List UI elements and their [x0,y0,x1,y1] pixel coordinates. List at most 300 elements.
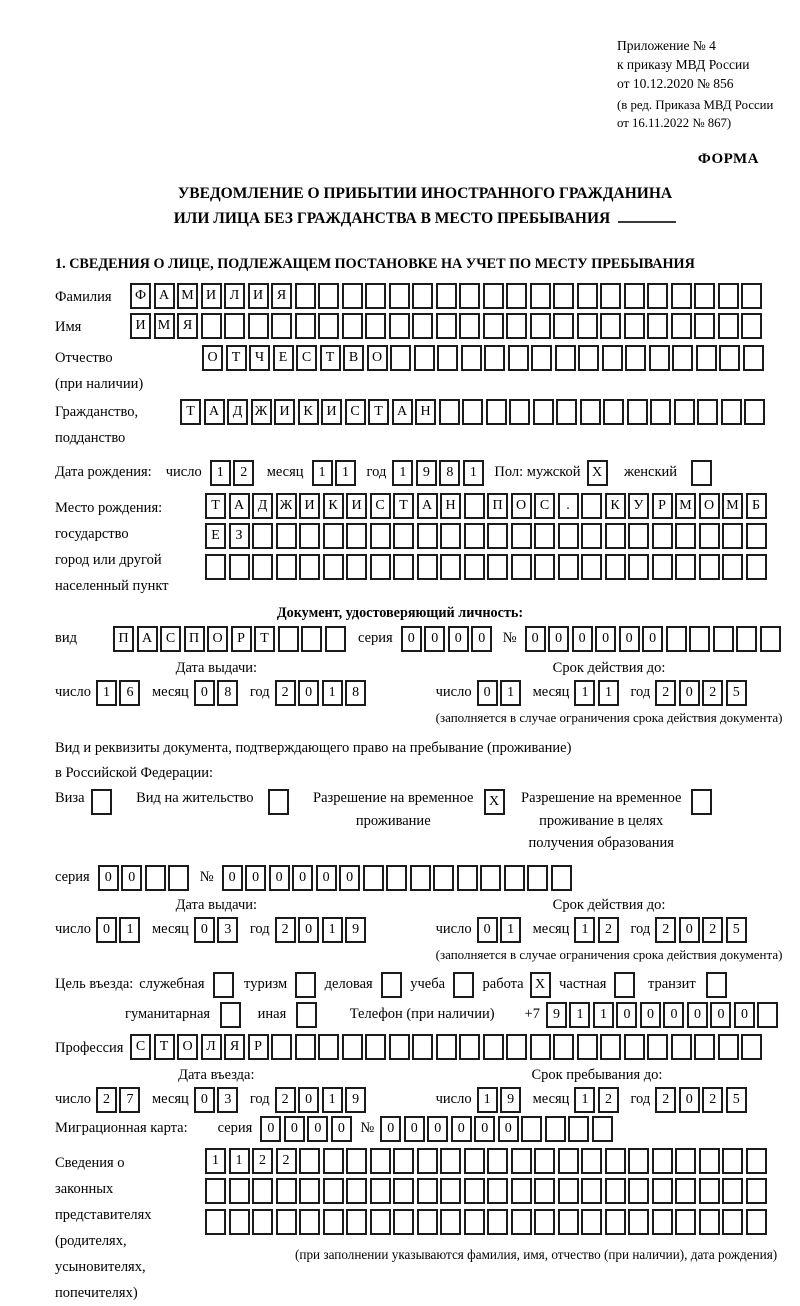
form-cell[interactable] [486,399,507,425]
form-cell[interactable] [511,1178,532,1204]
form-cell[interactable]: 1 [210,460,231,486]
form-cell[interactable] [459,1034,480,1060]
form-cell[interactable]: 0 [471,626,492,652]
form-cell[interactable] [577,313,598,339]
form-cell[interactable]: 0 [642,626,663,652]
form-cell[interactable]: 2 [655,1087,676,1113]
form-cell[interactable] [652,523,673,549]
form-cell[interactable] [457,865,478,891]
form-cell[interactable]: С [160,626,181,652]
form-cell[interactable] [760,626,781,652]
form-cell[interactable] [483,283,504,309]
form-cell[interactable]: 0 [679,1087,700,1113]
form-cell[interactable] [462,399,483,425]
form-cell[interactable] [417,554,438,580]
form-cell[interactable] [534,1209,555,1235]
form-cell[interactable]: 0 [474,1116,495,1142]
form-cell[interactable]: 0 [640,1002,661,1028]
form-cell[interactable] [691,789,712,815]
form-cell[interactable]: К [323,493,344,519]
form-cell[interactable] [530,1034,551,1060]
form-cell[interactable]: С [130,1034,151,1060]
form-cell[interactable] [365,1034,386,1060]
form-cell[interactable] [624,313,645,339]
form-cell[interactable] [299,1209,320,1235]
form-cell[interactable]: 1 [322,917,343,943]
form-cell[interactable]: 0 [284,1116,305,1142]
form-cell[interactable] [694,313,715,339]
form-cell[interactable] [530,313,551,339]
form-cell[interactable] [229,1209,250,1235]
form-cell[interactable] [389,313,410,339]
form-cell[interactable]: X [530,972,551,998]
form-cell[interactable] [342,283,363,309]
form-cell[interactable] [299,1148,320,1174]
form-cell[interactable] [201,313,222,339]
form-cell[interactable]: С [345,399,366,425]
form-cell[interactable] [650,399,671,425]
form-cell[interactable]: 2 [702,1087,723,1113]
form-cell[interactable]: 0 [380,1116,401,1142]
form-cell[interactable] [480,865,501,891]
form-cell[interactable] [346,1209,367,1235]
form-cell[interactable] [511,1148,532,1174]
form-cell[interactable]: 0 [477,917,498,943]
form-cell[interactable]: А [417,493,438,519]
form-cell[interactable]: Л [201,1034,222,1060]
form-cell[interactable] [605,1209,626,1235]
form-cell[interactable] [389,1034,410,1060]
form-cell[interactable] [666,626,687,652]
form-cell[interactable] [558,1209,579,1235]
form-cell[interactable] [464,523,485,549]
form-cell[interactable] [602,345,623,371]
form-cell[interactable]: 1 [229,1148,250,1174]
form-cell[interactable]: Т [368,399,389,425]
form-cell[interactable]: 1 [569,1002,590,1028]
form-cell[interactable]: В [343,345,364,371]
form-cell[interactable] [581,493,602,519]
form-cell[interactable] [718,313,739,339]
form-cell[interactable]: 0 [401,626,422,652]
form-cell[interactable]: Р [248,1034,269,1060]
form-cell[interactable] [278,626,299,652]
form-cell[interactable] [746,1148,767,1174]
form-cell[interactable]: 0 [96,917,117,943]
form-cell[interactable]: 3 [217,917,238,943]
form-cell[interactable] [649,345,670,371]
form-cell[interactable] [534,554,555,580]
form-cell[interactable] [746,1209,767,1235]
form-cell[interactable] [699,1148,720,1174]
form-cell[interactable]: И [274,399,295,425]
form-cell[interactable]: А [137,626,158,652]
form-cell[interactable] [511,554,532,580]
form-cell[interactable] [483,313,504,339]
form-cell[interactable] [346,523,367,549]
form-cell[interactable] [252,523,273,549]
form-cell[interactable]: М [154,313,175,339]
form-cell[interactable] [464,1178,485,1204]
form-cell[interactable] [672,345,693,371]
form-cell[interactable]: П [113,626,134,652]
form-cell[interactable] [713,626,734,652]
form-cell[interactable] [323,1178,344,1204]
form-cell[interactable]: 0 [298,917,319,943]
form-cell[interactable] [534,523,555,549]
form-cell[interactable]: З [229,523,250,549]
form-cell[interactable]: О [177,1034,198,1060]
form-cell[interactable] [694,283,715,309]
form-cell[interactable] [531,345,552,371]
form-cell[interactable]: 5 [726,680,747,706]
form-cell[interactable] [295,972,316,998]
form-cell[interactable] [389,283,410,309]
form-cell[interactable]: И [346,493,367,519]
form-cell[interactable] [220,1002,241,1028]
form-cell[interactable]: 5 [726,917,747,943]
form-cell[interactable] [627,399,648,425]
form-cell[interactable] [295,313,316,339]
form-cell[interactable] [675,1209,696,1235]
form-cell[interactable]: X [484,789,505,815]
form-cell[interactable]: 2 [233,460,254,486]
form-cell[interactable] [393,1178,414,1204]
form-cell[interactable] [145,865,166,891]
form-cell[interactable] [736,626,757,652]
form-cell[interactable] [276,1209,297,1235]
form-cell[interactable] [581,1178,602,1204]
form-cell[interactable]: 0 [307,1116,328,1142]
form-cell[interactable] [410,865,431,891]
form-cell[interactable] [346,1178,367,1204]
form-cell[interactable] [323,1209,344,1235]
form-cell[interactable] [417,1148,438,1174]
form-cell[interactable] [605,1148,626,1174]
form-cell[interactable] [671,1034,692,1060]
form-cell[interactable] [718,283,739,309]
form-cell[interactable] [545,1116,566,1142]
form-cell[interactable] [509,399,530,425]
form-cell[interactable] [577,283,598,309]
form-cell[interactable] [675,1178,696,1204]
form-cell[interactable]: Я [224,1034,245,1060]
form-cell[interactable] [464,554,485,580]
form-cell[interactable] [553,283,574,309]
form-cell[interactable]: Ф [130,283,151,309]
form-cell[interactable]: М [675,493,696,519]
form-cell[interactable]: У [628,493,649,519]
form-cell[interactable]: 9 [345,917,366,943]
form-cell[interactable]: Ч [249,345,270,371]
form-cell[interactable]: Е [205,523,226,549]
form-cell[interactable] [370,523,391,549]
form-cell[interactable] [414,345,435,371]
form-cell[interactable]: 2 [96,1087,117,1113]
form-cell[interactable] [440,1178,461,1204]
form-cell[interactable] [744,399,765,425]
form-cell[interactable] [694,1034,715,1060]
form-cell[interactable] [568,1116,589,1142]
form-cell[interactable] [614,972,635,998]
form-cell[interactable] [603,399,624,425]
form-cell[interactable] [91,789,112,815]
form-cell[interactable] [295,283,316,309]
form-cell[interactable] [487,1178,508,1204]
form-cell[interactable] [628,523,649,549]
form-cell[interactable] [436,283,457,309]
form-cell[interactable] [370,1178,391,1204]
form-cell[interactable] [558,523,579,549]
form-cell[interactable] [628,1209,649,1235]
form-cell[interactable] [417,523,438,549]
form-cell[interactable] [671,313,692,339]
form-cell[interactable]: Р [652,493,673,519]
form-cell[interactable] [271,1034,292,1060]
form-cell[interactable] [363,865,384,891]
form-cell[interactable]: 2 [275,917,296,943]
form-cell[interactable] [551,865,572,891]
form-cell[interactable] [464,1148,485,1174]
form-cell[interactable] [511,1209,532,1235]
form-cell[interactable] [318,1034,339,1060]
form-cell[interactable] [581,523,602,549]
form-cell[interactable] [652,1178,673,1204]
form-cell[interactable] [697,399,718,425]
form-cell[interactable] [205,1209,226,1235]
form-cell[interactable] [580,399,601,425]
form-cell[interactable] [299,554,320,580]
form-cell[interactable] [696,345,717,371]
form-cell[interactable] [581,1148,602,1174]
form-cell[interactable]: 0 [298,1087,319,1113]
form-cell[interactable]: 1 [598,680,619,706]
form-cell[interactable] [556,399,577,425]
form-cell[interactable]: Т [226,345,247,371]
form-cell[interactable] [628,554,649,580]
form-cell[interactable]: 0 [316,865,337,891]
form-cell[interactable]: 0 [194,1087,215,1113]
form-cell[interactable] [647,313,668,339]
form-cell[interactable]: 0 [121,865,142,891]
form-cell[interactable] [464,493,485,519]
form-cell[interactable] [252,1209,273,1235]
form-cell[interactable]: 1 [119,917,140,943]
form-cell[interactable] [521,1116,542,1142]
form-cell[interactable] [295,1034,316,1060]
form-cell[interactable] [746,523,767,549]
form-cell[interactable] [393,1148,414,1174]
form-cell[interactable]: 0 [269,865,290,891]
form-cell[interactable]: Т [254,626,275,652]
form-cell[interactable] [248,313,269,339]
form-cell[interactable] [719,345,740,371]
form-cell[interactable] [605,1178,626,1204]
form-cell[interactable] [437,345,458,371]
form-cell[interactable]: Н [415,399,436,425]
form-cell[interactable]: 0 [663,1002,684,1028]
form-cell[interactable] [370,1148,391,1174]
form-cell[interactable]: 0 [98,865,119,891]
form-cell[interactable] [746,554,767,580]
form-cell[interactable]: О [367,345,388,371]
form-cell[interactable]: 1 [335,460,356,486]
form-cell[interactable] [689,626,710,652]
form-cell[interactable]: 2 [276,1148,297,1174]
form-cell[interactable]: 1 [500,917,521,943]
form-cell[interactable]: С [534,493,555,519]
form-cell[interactable]: 1 [500,680,521,706]
form-cell[interactable]: И [248,283,269,309]
form-cell[interactable] [276,523,297,549]
form-cell[interactable] [412,313,433,339]
form-cell[interactable] [675,554,696,580]
form-cell[interactable]: 0 [404,1116,425,1142]
form-cell[interactable]: 6 [119,680,140,706]
form-cell[interactable]: К [605,493,626,519]
form-cell[interactable] [553,1034,574,1060]
form-cell[interactable]: 0 [734,1002,755,1028]
form-cell[interactable] [555,345,576,371]
form-cell[interactable]: 0 [548,626,569,652]
form-cell[interactable]: 1 [312,460,333,486]
form-cell[interactable]: 0 [687,1002,708,1028]
form-cell[interactable] [699,1209,720,1235]
form-cell[interactable]: 0 [331,1116,352,1142]
form-cell[interactable]: Т [205,493,226,519]
form-cell[interactable]: 0 [245,865,266,891]
form-cell[interactable]: Е [273,345,294,371]
form-cell[interactable]: 0 [572,626,593,652]
form-cell[interactable]: 2 [655,680,676,706]
form-cell[interactable]: 3 [217,1087,238,1113]
form-cell[interactable] [440,554,461,580]
form-cell[interactable] [558,1178,579,1204]
form-cell[interactable] [605,523,626,549]
form-cell[interactable] [205,1178,226,1204]
form-cell[interactable] [436,1034,457,1060]
form-cell[interactable] [325,626,346,652]
form-cell[interactable]: 0 [525,626,546,652]
form-cell[interactable] [390,345,411,371]
form-cell[interactable] [706,972,727,998]
form-cell[interactable]: 2 [598,917,619,943]
form-cell[interactable]: 2 [275,1087,296,1113]
form-cell[interactable]: С [296,345,317,371]
form-cell[interactable] [652,554,673,580]
form-cell[interactable] [318,313,339,339]
form-cell[interactable] [484,345,505,371]
form-cell[interactable]: 0 [448,626,469,652]
form-cell[interactable] [229,554,250,580]
form-cell[interactable] [757,1002,778,1028]
form-cell[interactable]: 1 [574,680,595,706]
form-cell[interactable]: О [699,493,720,519]
form-cell[interactable]: 9 [416,460,437,486]
form-cell[interactable] [393,1209,414,1235]
form-cell[interactable]: 0 [298,680,319,706]
form-cell[interactable] [229,1178,250,1204]
form-cell[interactable] [386,865,407,891]
form-cell[interactable] [553,313,574,339]
form-cell[interactable]: 0 [710,1002,731,1028]
form-cell[interactable]: 0 [595,626,616,652]
form-cell[interactable] [370,554,391,580]
form-cell[interactable] [699,1178,720,1204]
form-cell[interactable]: И [299,493,320,519]
form-cell[interactable] [600,313,621,339]
form-cell[interactable] [393,523,414,549]
form-cell[interactable]: И [130,313,151,339]
form-cell[interactable] [342,313,363,339]
form-cell[interactable] [412,1034,433,1060]
form-cell[interactable]: С [370,493,391,519]
form-cell[interactable] [453,972,474,998]
form-cell[interactable]: 9 [345,1087,366,1113]
form-cell[interactable]: 0 [498,1116,519,1142]
form-cell[interactable]: Л [224,283,245,309]
form-cell[interactable]: 2 [702,680,723,706]
form-cell[interactable] [628,1148,649,1174]
form-cell[interactable]: Б [746,493,767,519]
form-cell[interactable]: 9 [546,1002,567,1028]
form-cell[interactable] [342,1034,363,1060]
form-cell[interactable]: П [184,626,205,652]
form-cell[interactable] [301,626,322,652]
form-cell[interactable] [746,1178,767,1204]
form-cell[interactable]: 0 [679,917,700,943]
form-cell[interactable] [252,1178,273,1204]
form-cell[interactable] [440,523,461,549]
form-cell[interactable] [504,865,525,891]
form-cell[interactable]: 8 [345,680,366,706]
form-cell[interactable] [511,523,532,549]
form-cell[interactable]: 0 [424,626,445,652]
form-cell[interactable] [268,789,289,815]
form-cell[interactable]: 0 [339,865,360,891]
form-cell[interactable] [722,1209,743,1235]
form-cell[interactable]: Т [154,1034,175,1060]
form-cell[interactable] [412,283,433,309]
form-cell[interactable]: 2 [252,1148,273,1174]
form-cell[interactable]: 2 [655,917,676,943]
form-cell[interactable] [671,283,692,309]
form-cell[interactable]: О [511,493,532,519]
form-cell[interactable] [600,283,621,309]
form-cell[interactable] [370,1209,391,1235]
form-cell[interactable] [652,1209,673,1235]
form-cell[interactable] [600,1034,621,1060]
form-cell[interactable]: А [392,399,413,425]
form-cell[interactable]: 0 [616,1002,637,1028]
form-cell[interactable] [722,1148,743,1174]
form-cell[interactable] [323,1148,344,1174]
form-cell[interactable]: Р [231,626,252,652]
form-cell[interactable]: 0 [619,626,640,652]
form-cell[interactable] [699,554,720,580]
form-cell[interactable] [741,283,762,309]
form-cell[interactable] [346,554,367,580]
form-cell[interactable]: 0 [679,680,700,706]
form-cell[interactable] [323,554,344,580]
form-cell[interactable] [487,1209,508,1235]
form-cell[interactable]: 1 [205,1148,226,1174]
form-cell[interactable] [527,865,548,891]
form-cell[interactable] [381,972,402,998]
form-cell[interactable]: О [207,626,228,652]
form-cell[interactable]: 1 [392,460,413,486]
form-cell[interactable] [417,1209,438,1235]
